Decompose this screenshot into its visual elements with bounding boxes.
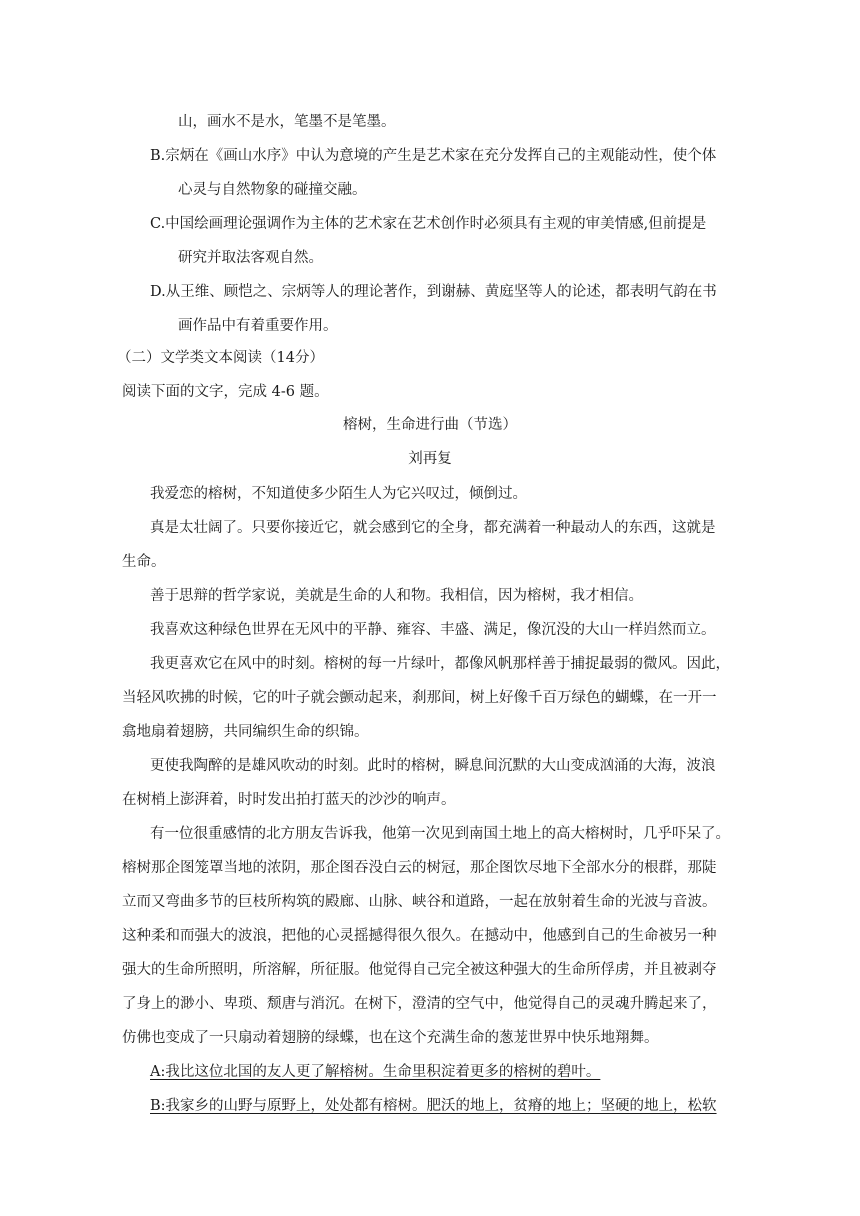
option-d-line1: D.从王维、顾恺之、宗炳等人的理论著作，到谢赫、黄庭坚等人的论述，都表明气韵在书 (150, 284, 717, 300)
paragraph-line: 我喜欢这种绿色世界在无风中的平静、雍容、丰盛、满足，像沉没的大山一样岿然而立。 (150, 622, 716, 638)
paragraph-line: 立而又弯曲多节的巨枝所构筑的殿廊、山脉、峡谷和道路，一起在放射着生命的光波与音波。 (122, 894, 717, 910)
paragraph-line: 我更喜欢它在风中的时刻。榕树的每一片绿叶，都像风帆那样善于捕捉最弱的微风。因此， (150, 656, 730, 672)
option-a-continuation: 山，画水不是水，笔墨不是笔墨。 (178, 114, 396, 130)
paragraph-line: 榕树那企图笼罩当地的浓阴，那企图吞没白云的树冠，那企图饮尽地下全部水分的根群，那陡 (122, 860, 717, 876)
paragraph-line: 了身上的渺小、卑琐、颓唐与消沉。在树下，澄清的空气中，他觉得自己的灵魂升腾起来了， (122, 996, 717, 1012)
paragraph-line: 生命。 (122, 554, 166, 570)
option-d-line2: 画作品中有着重要作用。 (178, 318, 338, 334)
paragraph-line: 有一位很重感情的北方朋友告诉我，他第一次见到南国土地上的高大榕树时，几乎吓呆了。 (150, 826, 730, 842)
paragraph-line: 善于思辩的哲学家说，美就是生命的人和物。我相信，因为榕树，我才相信。 (150, 588, 643, 604)
article-title: 榕树，生命进行曲（节选） (343, 417, 517, 433)
option-c-line1: C.中国绘画理论强调作为主体的艺术家在艺术创作时必须具有主观的审美情感,但前提是 (150, 216, 707, 232)
paragraph-line: 翕地扇着翅膀，共同编织生命的织锦。 (122, 724, 369, 740)
underlined-line-a: A:我比这位北国的友人更了解榕树。生命里积淀着更多的榕树的碧叶。 (150, 1064, 601, 1080)
paragraph-line: 当轻风吹拂的时候，它的叶子就会颤动起来，刹那间，树上好像千百万绿色的蝴蝶，在一开一 (122, 690, 717, 706)
paragraph-line: 这种柔和而强大的波浪，把他的心灵摇撼得很久很久。在撼动中，他感到自己的生命被另一种 (122, 928, 717, 944)
section-heading: （二）文学类文本阅读（14分） (117, 350, 324, 366)
paragraph-line: 强大的生命所照明，所溶解，所征服。他觉得自己完全被这种强大的生命所俘虏，并且被剥夺 (122, 962, 717, 978)
option-b-line2: 心灵与自然物象的碰撞交融。 (178, 182, 367, 198)
paragraph-line: 真是太壮阔了。只要你接近它，就会感到它的全身，都充满着一种最动人的东西，这就是 (150, 520, 716, 536)
option-c-line2: 研究并取法客观自然。 (178, 250, 323, 266)
underlined-line-b: B:我家乡的山野与原野上，处处都有榕树。肥沃的地上，贫瘠的地上；坚硬的地上，松软 (150, 1098, 717, 1114)
option-b-line1: B.宗炳在《画山水序》中认为意境的产生是艺术家在充分发挥自己的主观能动性，使个体 (150, 148, 717, 164)
paragraph-line: 在树梢上澎湃着，时时发出拍打蓝天的沙沙的响声。 (122, 792, 456, 808)
paragraph-line: 我爱恋的榕树，不知道使多少陌生人为它兴叹过，倾倒过。 (150, 486, 527, 502)
paragraph-line: 仿佛也变成了一只扇动着翅膀的绿蝶，也在这个充满生命的葱茏世界中快乐地翔舞。 (122, 1030, 659, 1046)
section-instruction: 阅读下面的文字，完成 4-6 题。 (122, 384, 329, 400)
paragraph-line: 更使我陶醉的是雄风吹动的时刻。此时的榕树，瞬息间沉默的大山变成汹涌的大海，波浪 (150, 758, 716, 774)
article-author: 刘再复 (408, 451, 452, 467)
